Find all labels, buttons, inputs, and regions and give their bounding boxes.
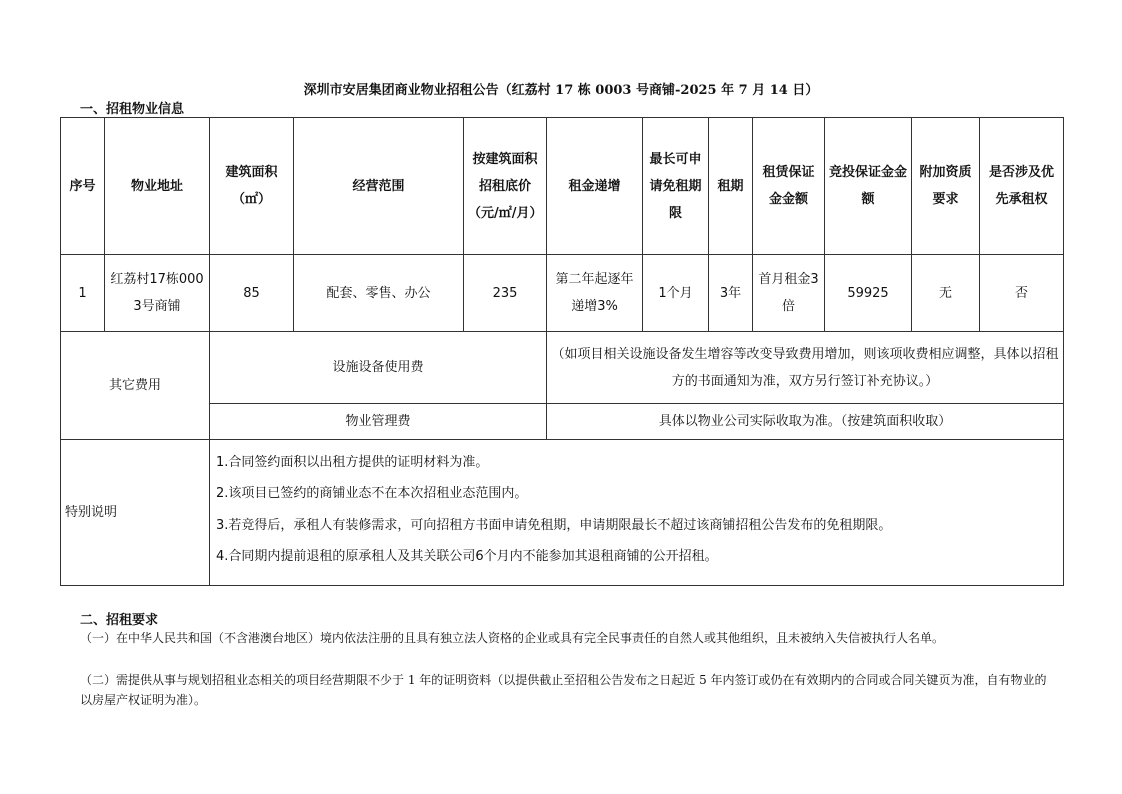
special-note-item: 4.合同期内提前退租的原承租人及其关联公司6个月内不能参加其退租商铺的公开招租。	[216, 548, 718, 564]
header-extra-qual: 附加资质要求	[912, 118, 980, 255]
table-header-row	[61, 118, 1064, 255]
header-base-price: 按建筑面积招租底价（元/㎡/月）	[464, 118, 547, 255]
cell-base-price: 235	[464, 255, 547, 332]
other-fees-row-management	[61, 404, 1064, 440]
header-scope: 经营范围	[294, 118, 464, 255]
header-priority: 是否涉及优先承租权	[980, 118, 1064, 255]
special-note-item: 1.合同签约面积以出租方提供的证明材料为准。	[216, 455, 489, 470]
cell-max-free: 1个月	[643, 255, 709, 332]
section-heading-requirements: 二、招租要求	[80, 613, 159, 628]
other-fees-row-facility	[61, 332, 1064, 404]
cell-rent-increase: 第二年起逐年递增3%	[547, 255, 643, 332]
property-info-table	[60, 117, 1064, 586]
header-address: 物业地址	[105, 118, 210, 255]
special-notes-content	[210, 440, 1064, 586]
table-row	[61, 255, 1064, 332]
facility-fee-desc: （如项目相关设施设备发生增容等改变导致费用增加，则该项收费相应调整，具体以招租方的书面通知为准，双方另行签订补充协议。）	[547, 332, 1064, 404]
header-no: 序号	[61, 118, 105, 255]
header-area: 建筑面积（㎡）	[210, 118, 294, 255]
cell-lease-deposit: 首月租金3倍	[753, 255, 825, 332]
section-heading-property-info: 一、招租物业信息	[80, 102, 185, 117]
document-title: 深圳市安居集团商业物业招租公告（红荔村 17 栋 0003 号商铺-2025 年 7 月 14 日）	[303, 83, 819, 98]
cell-extra-qual: 无	[912, 255, 980, 332]
special-notes-label: 特别说明	[61, 440, 210, 586]
cell-area: 85	[210, 255, 294, 332]
cell-address: 红荔村17栋0003号商铺	[105, 255, 210, 332]
management-fee-name: 物业管理费	[210, 404, 547, 440]
header-term: 租期	[709, 118, 753, 255]
header-lease-deposit: 租赁保证金金额	[753, 118, 825, 255]
facility-fee-name: 设施设备使用费	[210, 332, 547, 404]
cell-bid-deposit: 59925	[825, 255, 912, 332]
cell-scope: 配套、零售、办公	[294, 255, 464, 332]
management-fee-desc: 具体以物业公司实际收取为准。（按建筑面积收取）	[547, 404, 1064, 440]
requirement-item: （一）在中华人民共和国（不含港澳台地区）境内依法注册的且具有独立法人资格的企业或具有完全民事责任的自然人或其他组织，且未被纳入失信被执行人名单。	[80, 631, 945, 645]
special-note-item: 2.该项目已签约的商铺业态不在本次招租业态范围内。	[216, 486, 528, 502]
header-max-free: 最长可申请免租期限	[643, 118, 709, 255]
other-fees-label: 其它费用	[61, 332, 210, 440]
requirement-item: （二）需提供从事与规划招租业态相关的项目经营期限不少于 1 年的证明资料（以提供截止至招租公告发布之日起近 5 年内签订或仍在有效期内的合同或合同关键页为准，自有物业的以房屋产权证明为准）。	[80, 673, 1047, 707]
header-bid-deposit: 竞投保证金金额	[825, 118, 912, 255]
cell-priority: 否	[980, 255, 1064, 332]
header-rent-increase: 租金递增	[547, 118, 643, 255]
special-notes-row	[61, 440, 1064, 586]
special-note-item: 3.若竞得后，承租人有装修需求，可向招租方书面申请免租期，申请期限最长不超过该商铺招租公告发布的免租期限。	[216, 517, 892, 533]
cell-no: 1	[61, 255, 105, 332]
cell-term: 3年	[709, 255, 753, 332]
